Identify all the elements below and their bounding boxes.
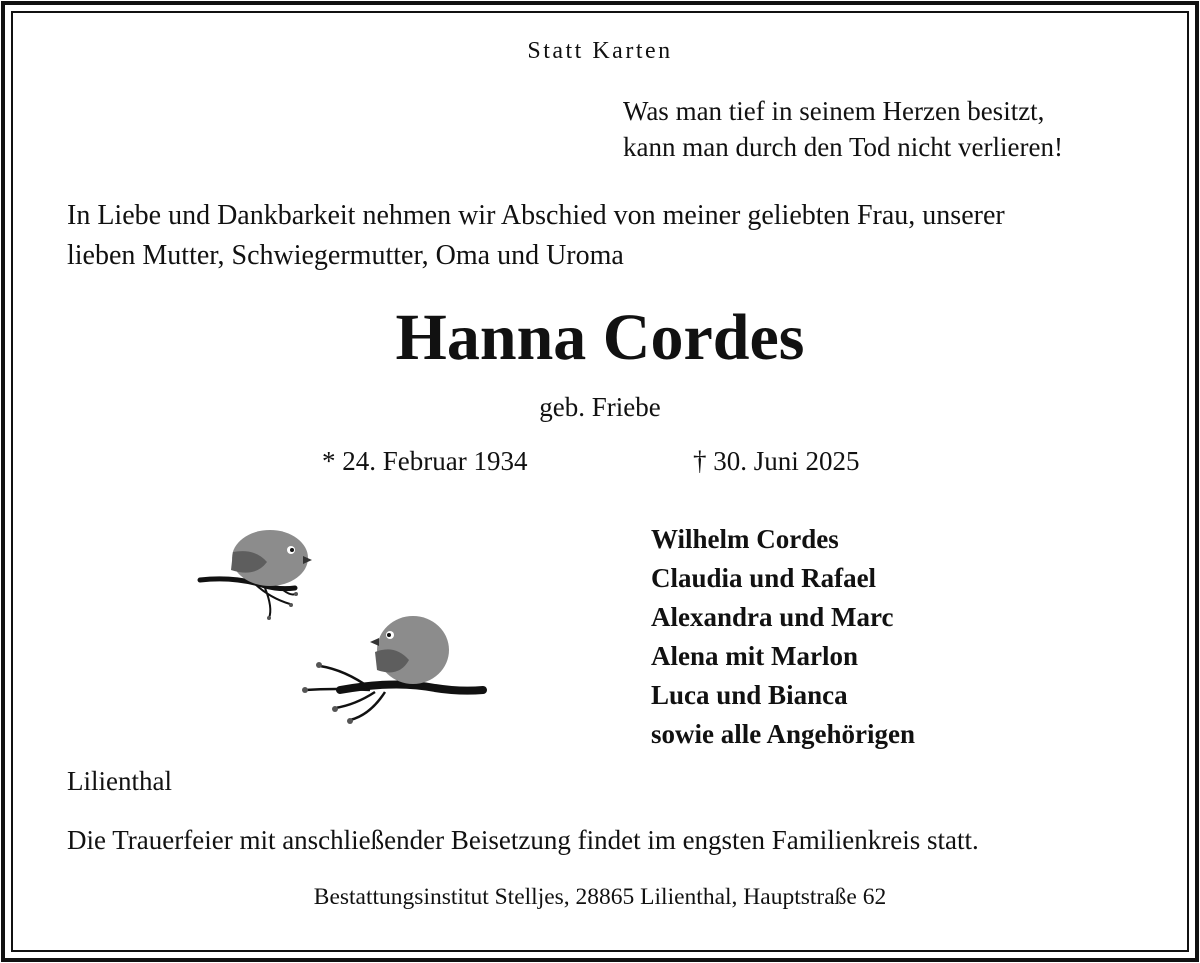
intro-line-2: lieben Mutter, Schwiegermutter, Oma und Uroma	[67, 240, 624, 271]
quote-line-2: kann man durch den Tod nicht verlieren!	[623, 132, 1063, 162]
maiden-name: geb. Friebe	[539, 392, 661, 422]
place-name: Lilienthal	[67, 766, 172, 796]
birds-on-branches-icon	[195, 520, 495, 750]
funeral-note: Die Trauerfeier mit anschließender Beisetzung findet im engsten Familienkreis statt.	[67, 825, 979, 855]
statt-karten-header: Statt Karten	[527, 38, 673, 64]
family-member: Wilhelm Cordes	[651, 524, 839, 554]
undertaker-address: Bestattungsinstitut Stelljes, 28865 Lilienthal, Hauptstraße 62	[313, 884, 887, 910]
quote-line-1: Was man tief in seinem Herzen besitzt,	[623, 96, 1045, 126]
birth-date: * 24. Februar 1934	[322, 446, 528, 476]
family-member: Claudia und Rafael	[651, 563, 877, 593]
intro-line-1: In Liebe und Dankbarkeit nehmen wir Abschied von meiner geliebten Frau, unserer	[67, 200, 1005, 231]
deceased-name: Hanna Cordes	[395, 301, 805, 374]
death-date: † 30. Juni 2025	[693, 446, 860, 476]
family-member: Alena mit Marlon	[651, 641, 858, 671]
family-member: sowie alle Angehörigen	[651, 719, 915, 749]
family-member: Alexandra und Marc	[651, 602, 894, 632]
family-member: Luca und Bianca	[651, 680, 848, 710]
